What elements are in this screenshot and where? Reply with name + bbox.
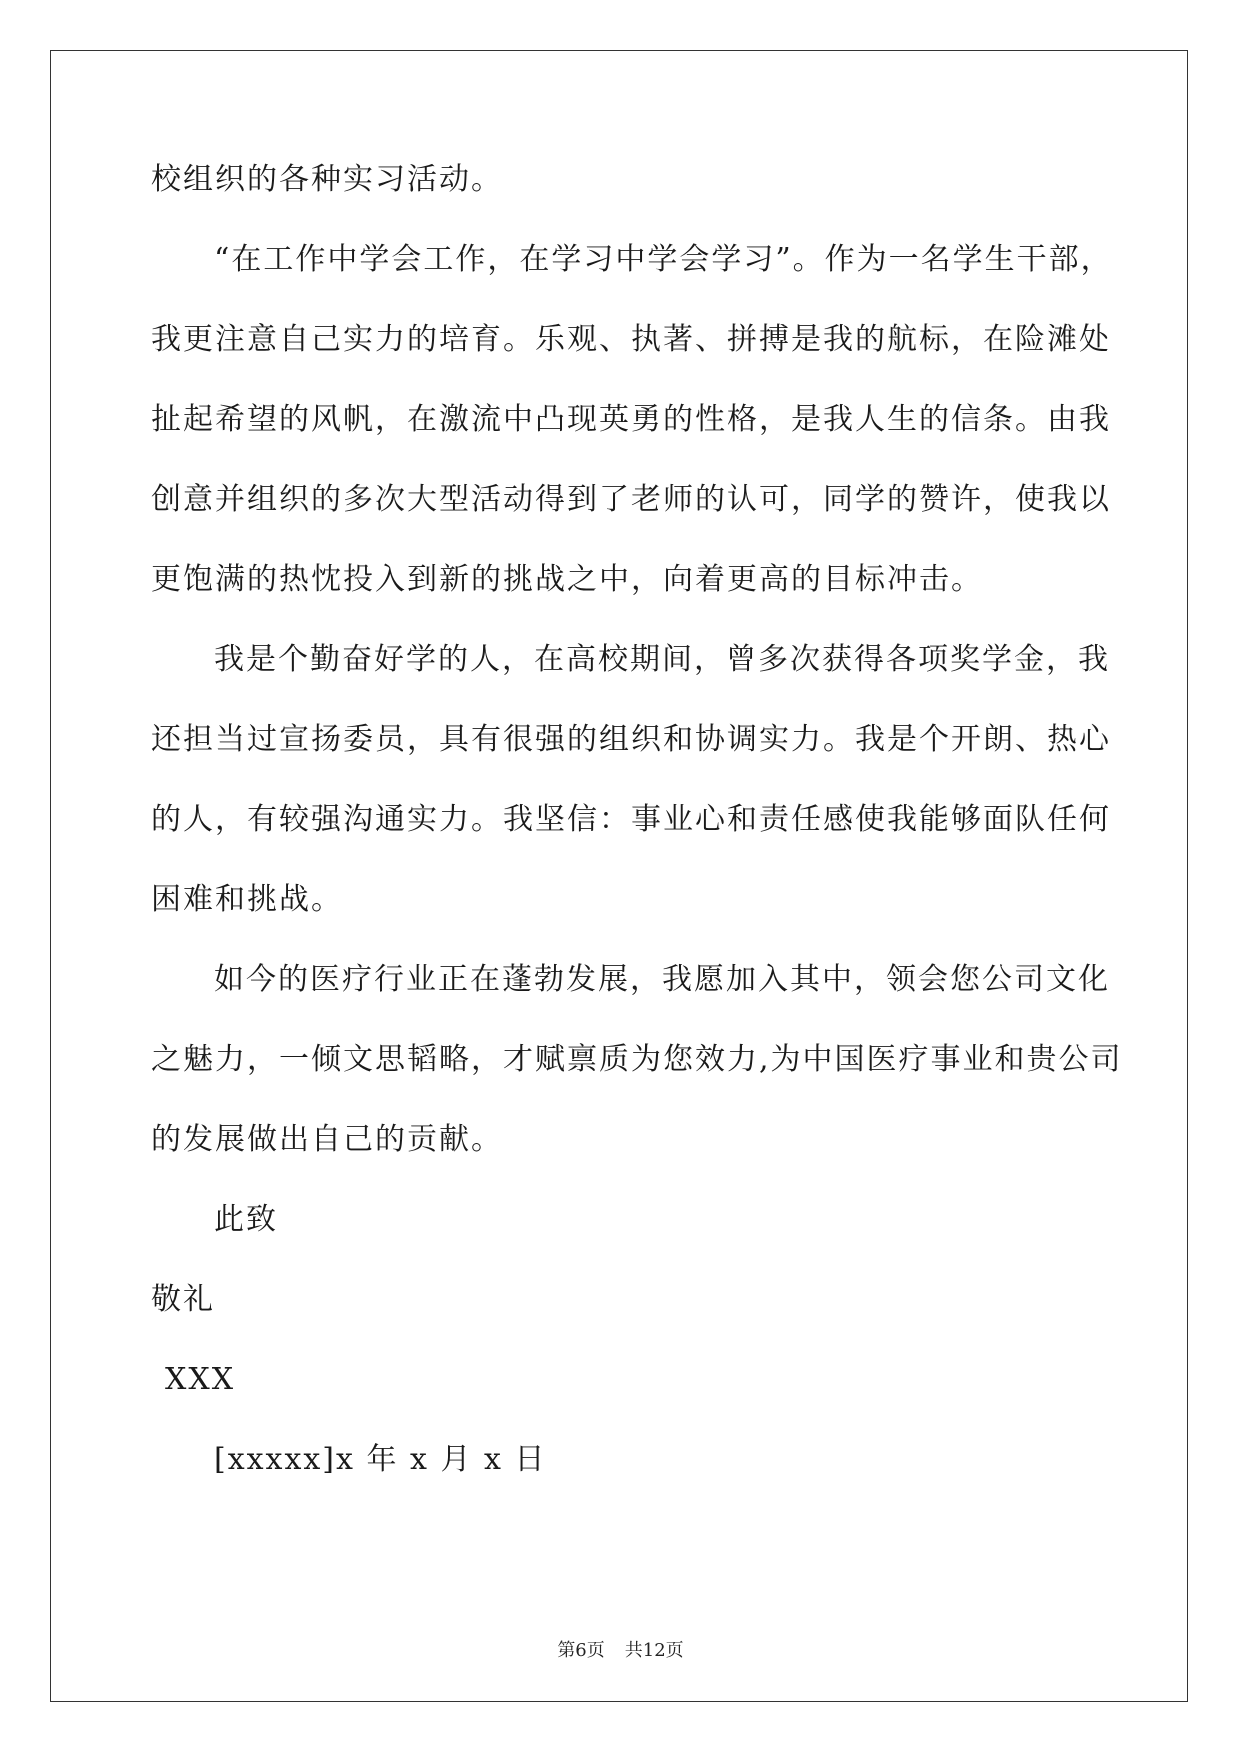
letter-body	[151, 160, 1123, 1520]
paragraph-start-line: “在工作中学会工作，在学习中学会学习”。作为一名学生干部，	[214, 242, 1113, 277]
paragraph-start-line: 如今的医疗行业正在蓬勃发展，我愿加入其中，领会您公司文化	[214, 962, 1110, 997]
text-line: 的发展做出自己的贡献。	[151, 1122, 503, 1157]
signature-name: XXX	[165, 1362, 236, 1397]
text-line: 之魅力，一倾文思韬略，才赋禀质为您效力,为中国医疗事业和贵公司	[151, 1042, 1123, 1077]
page-number: 第6页	[557, 1640, 605, 1661]
paragraph-start-line: 我是个勤奋好学的人，在高校期间，曾多次获得各项奖学金，我	[214, 642, 1110, 677]
text-line: 更饱满的热忱投入到新的挑战之中，向着更高的目标冲击。	[151, 562, 983, 597]
text-line: 校组织的各种实习活动。	[151, 162, 503, 197]
text-line: 还担当过宣扬委员，具有很强的组织和协调实力。我是个开朗、热心	[151, 722, 1111, 757]
text-line: 创意并组织的多次大型活动得到了老师的认可，同学的赞许，使我以	[151, 482, 1111, 517]
closing-salutation: 此致	[214, 1202, 278, 1237]
signature-date: [xxxxx]x 年 x 月 x 日	[214, 1442, 547, 1477]
text-line: 扯起希望的风帆，在激流中凸现英勇的性格，是我人生的信条。由我	[151, 402, 1111, 437]
text-line: 我更注意自己实力的培育。乐观、执著、拼搏是我的航标，在险滩处	[151, 322, 1111, 357]
page-footer	[0, 1636, 1241, 1662]
page-total: 共12页	[624, 1640, 684, 1661]
closing-regards: 敬礼	[151, 1282, 215, 1317]
text-line: 困难和挑战。	[151, 882, 343, 917]
text-line: 的人，有较强沟通实力。我坚信：事业心和责任感使我能够面队任何	[151, 802, 1111, 837]
